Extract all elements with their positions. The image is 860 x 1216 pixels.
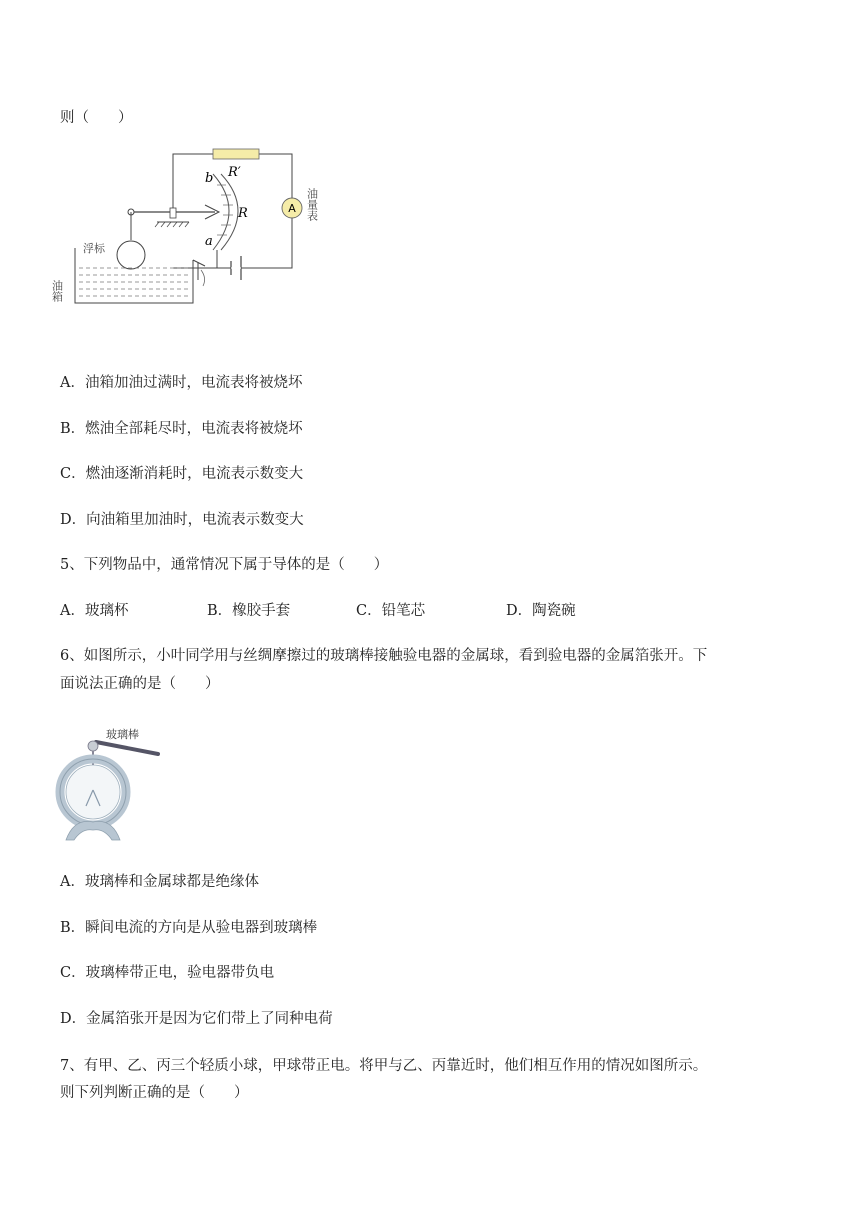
q6-option-a[interactable]: A．玻璃棒和金属球都是绝缘体 xyxy=(60,874,259,890)
q6-option-d[interactable]: D．金属箔张开是因为它们带上了同种电荷 xyxy=(60,1011,333,1027)
label-R: R xyxy=(238,206,248,221)
q5-option-a[interactable]: A．玻璃杯 xyxy=(60,603,129,619)
q4-option-d[interactable]: D．向油箱里加油时，电流表示数变大 xyxy=(60,512,304,528)
label-b: b xyxy=(205,171,214,186)
label-float: 浮标 xyxy=(83,242,105,255)
q5-option-d[interactable]: D．陶瓷碗 xyxy=(506,603,576,619)
oil-gauge-circuit-figure xyxy=(50,140,319,315)
q6-option-b[interactable]: B．瞬间电流的方向是从验电器到玻璃棒 xyxy=(60,920,318,936)
q4-option-b[interactable]: B．燃油全部耗尽时，电流表将被烧坏 xyxy=(60,421,303,437)
label-tank: 油箱 xyxy=(50,280,64,302)
q5-option-c[interactable]: C．铅笔芯 xyxy=(356,603,426,619)
label-a: a xyxy=(205,234,213,249)
ammeter-label: A xyxy=(288,202,296,215)
q6-stem-line1: 6、如图所示，小叶同学用与丝绸摩擦过的玻璃棒接触验电器的金属球，看到验电器的金属箔张开。下 xyxy=(60,648,708,664)
q5-stem: 5、下列物品中，通常情况下属于导体的是（ ） xyxy=(60,557,389,573)
q4-option-c[interactable]: C．燃油逐渐消耗时，电流表示数变大 xyxy=(60,466,304,482)
q4-option-a[interactable]: A．油箱加油过满时，电流表将被烧坏 xyxy=(60,375,303,391)
q5-option-b[interactable]: B．橡胶手套 xyxy=(207,603,291,619)
q6-option-c[interactable]: C．玻璃棒带正电，验电器带负电 xyxy=(60,965,275,981)
q7-stem-line1: 7、有甲、乙、丙三个轻质小球，甲球带正电。将甲与乙、丙靠近时，他们相互作用的情况如图所示。 xyxy=(60,1058,708,1074)
q7-stem-line2: 则下列判断正确的是（ ） xyxy=(60,1085,249,1101)
glass-rod-label: 玻璃棒 xyxy=(106,728,139,741)
electroscope-figure xyxy=(56,722,166,844)
q4-stem-tail: 则（ ） xyxy=(60,110,133,126)
label-R-prime: R′ xyxy=(228,165,241,180)
label-gauge: 油量表 xyxy=(305,188,319,221)
q6-stem-line2: 面说法正确的是（ ） xyxy=(60,676,220,692)
